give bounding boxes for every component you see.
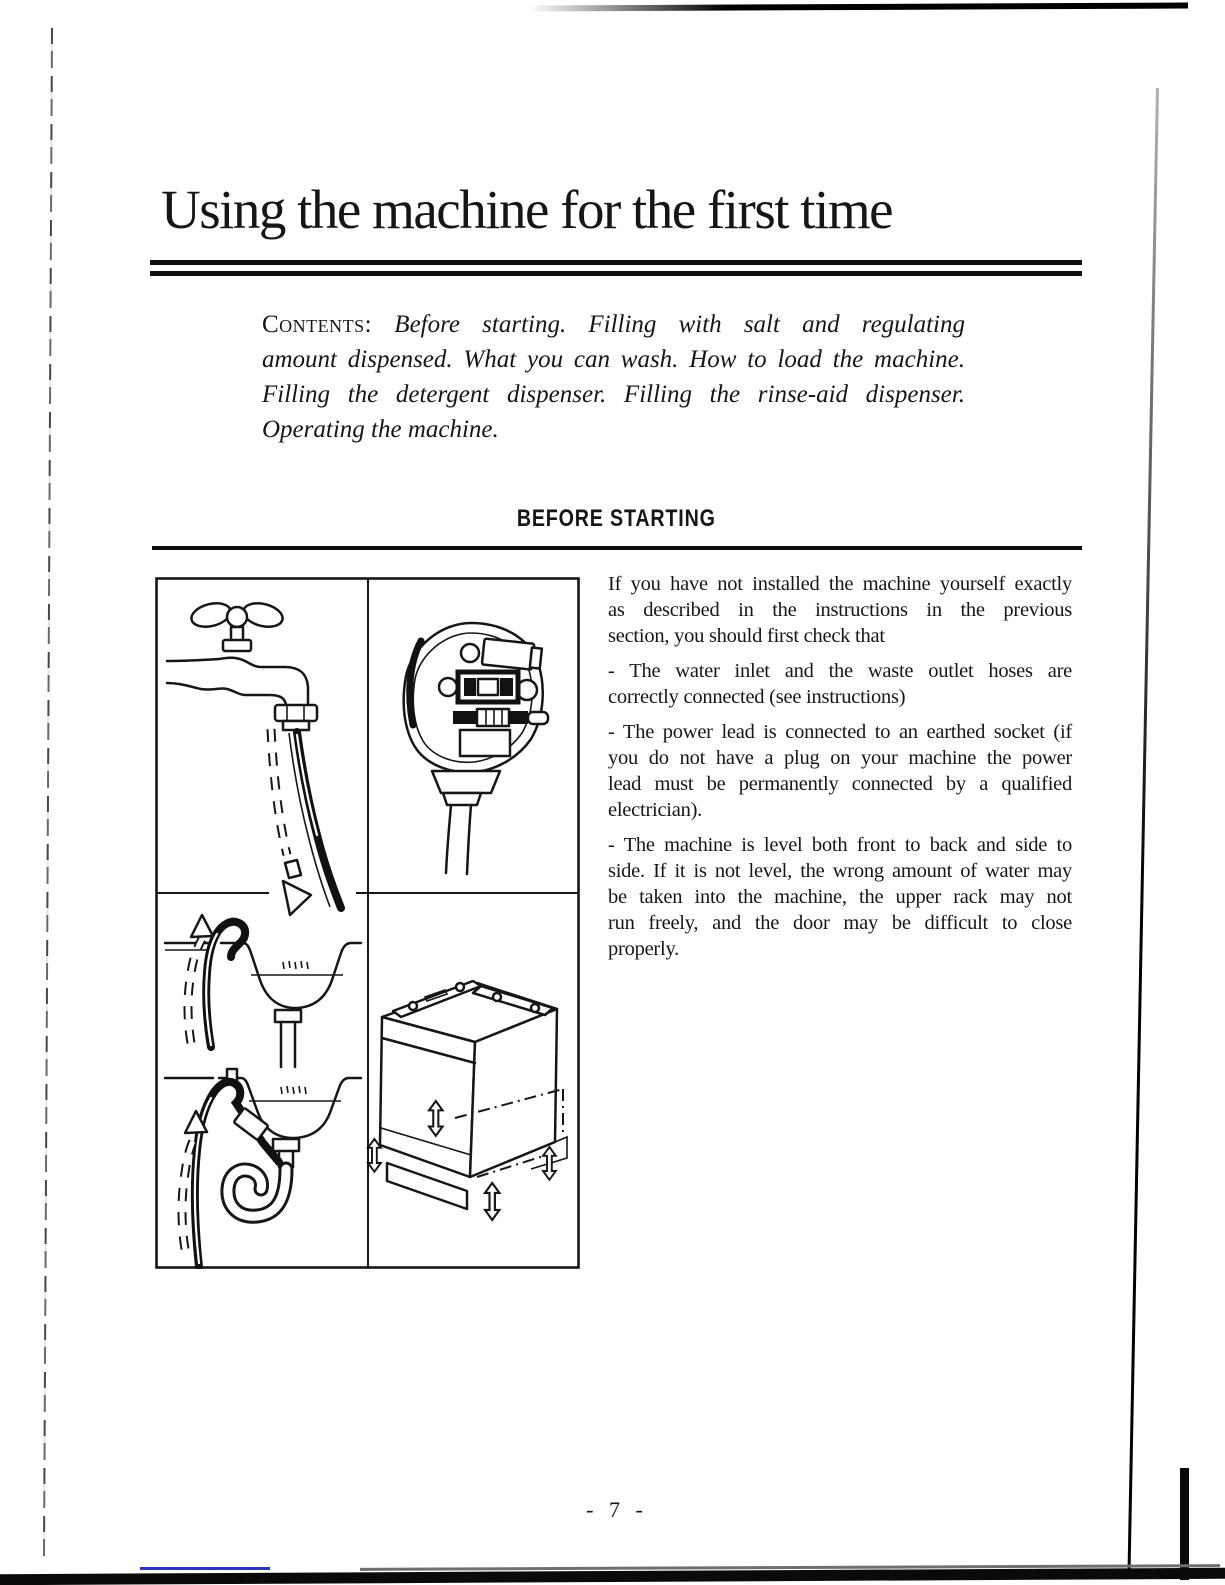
figure-panel-sink-hose-trap	[165, 1069, 361, 1267]
water-level-ticks	[281, 1086, 306, 1094]
contents-label: Contents:	[262, 311, 373, 338]
figure-panel-dishwasher-levelling	[368, 981, 567, 1220]
scan-blue-mark	[140, 1567, 270, 1570]
figure-panel-water-tap	[167, 599, 341, 915]
section-heading: BEFORE STARTING	[516, 505, 716, 532]
page-title: Using the machine for the first time	[161, 179, 893, 240]
scan-right-edge-line	[1128, 88, 1159, 1570]
body-line: properly.	[608, 938, 679, 960]
paragraph	[608, 832, 1072, 962]
figure-panel-mains-plug	[404, 623, 548, 874]
contents-line: amount dispensed. What you can wash. How to load the machine.	[262, 346, 965, 373]
body-line: you do not have a plug on your machine the power	[608, 747, 1072, 769]
section-rule	[152, 546, 1082, 550]
body-line: lead must be permanently connected by a qualified	[608, 773, 1072, 795]
scan-bottom-band	[0, 1568, 1225, 1585]
contents-block	[262, 307, 965, 447]
contents-line	[262, 307, 965, 342]
scan-gutter-line	[43, 28, 53, 1556]
page-number: - 7 -	[586, 1497, 648, 1522]
body-line: side. If it is not level, the wrong amount of water may	[608, 860, 1072, 882]
body-line: be taken into the machine, the upper rack may not	[608, 886, 1072, 908]
scan-right-edge-blob	[1180, 1468, 1189, 1580]
scan-top-edge-line	[528, 3, 1188, 12]
body-line: section, you should first check that	[608, 625, 885, 647]
paragraph	[608, 658, 1072, 710]
water-level-ticks	[283, 961, 308, 969]
body-line: - The water inlet and the waste outlet hoses are	[608, 660, 1072, 682]
contents-line: Operating the machine.	[262, 416, 499, 443]
body-line: correctly connected (see instructions)	[608, 686, 906, 708]
body-line: electrician).	[608, 799, 703, 821]
section-heading-wrap	[150, 505, 1082, 533]
body-line: If you have not installed the machine yourself exactly	[608, 573, 1072, 595]
title-double-rule	[150, 260, 1082, 276]
body-line: - The machine is level both front to back and side to	[608, 834, 1072, 856]
body-line: - The power lead is connected to an earthed socket (if	[608, 721, 1072, 743]
installation-figure	[155, 577, 580, 1269]
figure-panel-sink-hose-hooked	[165, 915, 361, 1067]
contents-text: Before starting. Filling with salt and regulating	[394, 311, 966, 338]
paragraph	[608, 719, 1072, 823]
paragraph	[608, 571, 1072, 649]
figure-box	[155, 577, 580, 1269]
body-text	[608, 571, 1072, 971]
body-line: run freely, and the door may be difficult to close	[608, 912, 1072, 934]
contents-line: Filling the detergent dispenser. Filling the rinse-aid dispenser.	[262, 381, 965, 408]
body-line: as described in the instructions in the previous	[608, 599, 1072, 621]
